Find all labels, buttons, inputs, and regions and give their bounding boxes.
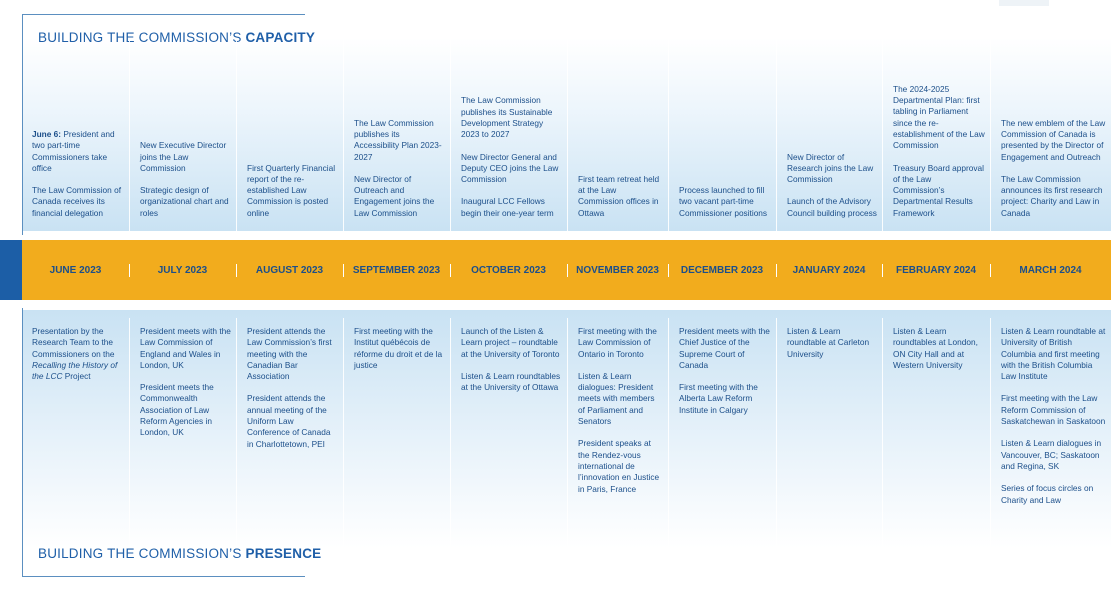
month-label: FEBRUARY 2024 [882, 240, 990, 300]
event-item: Listen & Learn dialogues in Vancouver, BC; Saskatoon and Regina, SK [1001, 438, 1102, 471]
event-item: Listen & Learn roundtables at the University of Ottawa [461, 370, 561, 393]
event-item: Listen & Learn roundtable at Carleton University [787, 326, 870, 359]
presence-heading [38, 546, 321, 561]
capacity-heading-bold: CAPACITY [245, 30, 316, 45]
presence-column [343, 318, 450, 550]
capacity-column [668, 38, 776, 231]
capacity-column [343, 38, 450, 231]
month-row [22, 240, 1111, 300]
event-text: Project [62, 371, 91, 382]
event-item: President meets with the Law Commission of England and Wales in London, UK [140, 326, 231, 370]
month-label: NOVEMBER 2023 [567, 240, 668, 300]
capacity-column [236, 38, 343, 231]
event-item: President attends the annual meeting of the Uniform Law Conference of Canada in Charlottetown, PEI [247, 393, 331, 449]
event-item: New Director of Outreach and Engagement joins the Law Commission [354, 173, 435, 218]
event-item: Listen & Learn roundtables at London, ON City Hall and at Western University [893, 326, 978, 370]
presence-column [236, 318, 343, 550]
event-text: Presentation by the Research Team to the Commissioners on the [32, 326, 115, 359]
event-item: The Law Commission publishes its Accessibility Plan 2023-2027 [354, 117, 442, 162]
event-item: Inaugural LCC Fellows begin their one-year term [461, 196, 554, 218]
presence-column [567, 318, 668, 550]
month-label: SEPTEMBER 2023 [343, 240, 450, 300]
event-item: Strategic design of organizational chart and roles [140, 185, 229, 218]
event-title: Recalling the History of the LCC [32, 359, 118, 382]
capacity-column [882, 38, 990, 231]
capacity-heading-prefix: BUILDING THE COMMISSION’S [38, 30, 246, 45]
capacity-column [567, 38, 668, 231]
event-item: The Law Commission announces its first research project: Charity and Law in Canada [1001, 173, 1103, 218]
timeline-band-tab [0, 240, 22, 300]
capacity-column [450, 38, 567, 231]
event-item: President meets the Commonwealth Association of Law Reform Agencies in London, UK [140, 382, 214, 438]
event-item: President attends the Law Commission’s first meeting with the Canadian Bar Association [247, 326, 332, 382]
presence-column [776, 318, 882, 550]
capacity-columns [22, 38, 1111, 231]
event-item: Listen & Learn dialogues: President meets with members of Parliament and Senators [578, 370, 655, 427]
presence-heading-prefix: BUILDING THE COMMISSION’S [38, 546, 246, 561]
presence-columns [22, 318, 1111, 550]
event-item: Treasury Board approval of the Law Commission’s Departmental Results Framework [893, 162, 985, 218]
month-label: JULY 2023 [129, 240, 236, 300]
capacity-column [776, 38, 882, 231]
capacity-column [22, 38, 129, 231]
event-item [32, 326, 124, 382]
top-decoration [999, 0, 1049, 6]
event-item: New Director General and Deputy CEO joins the Law Commission [461, 151, 559, 185]
event-item: The new emblem of the Law Commission of Canada is presented by the Director of Engagement and Outreach [1001, 117, 1106, 162]
capacity-column [129, 38, 236, 231]
event-item: New Director of Research joins the Law Commission [787, 151, 874, 185]
presence-column [22, 318, 129, 550]
event-item: New Executive Director joins the Law Commission [140, 140, 227, 173]
event-item: Listen & Learn roundtable at University of British Columbia and first meeting with the British Columbia Law Institute [1001, 326, 1106, 382]
event-item: Launch of the Advisory Council building process [787, 196, 877, 218]
event-item: President meets with the Chief Justice of the Supreme Court of Canada [679, 326, 770, 370]
event-item: Series of focus circles on Charity and Law [1001, 483, 1094, 505]
event-item: First team retreat held at the Law Commission offices in Ottawa [578, 173, 660, 218]
event-text: President and two part-time Commissioners take office [32, 128, 115, 173]
event-item: The Law Commission publishes its Sustainable Development Strategy 2023 to 2027 [461, 95, 553, 140]
event-item [32, 129, 124, 174]
event-item: First meeting with the Law Commission of Ontario in Toronto [578, 326, 657, 359]
presence-column [450, 318, 567, 550]
month-label: JUNE 2023 [49, 264, 102, 276]
month-label: MARCH 2024 [990, 240, 1111, 300]
event-item: The 2024-2025 Departmental Plan: first tabling in Parliament since the re-establishment of the Law Commission [893, 83, 985, 151]
event-item: Process launched to fill two vacant part-time Commissioner positions [679, 185, 768, 218]
event-item: Launch of the Listen & Learn project – roundtable at the University of Toronto [461, 326, 560, 359]
event-item: The Law Commission of Canada receives its financial delegation [32, 185, 121, 218]
capacity-column [990, 38, 1111, 231]
presence-heading-bold: PRESENCE [245, 546, 322, 561]
presence-column [990, 318, 1111, 550]
presence-column [129, 318, 236, 550]
event-item: First meeting with the Institut québécois de réforme du droit et de la justice [354, 326, 443, 370]
presence-column [882, 318, 990, 550]
event-item: First Quarterly Financial report of the re-established Law Commission is posted online [247, 162, 336, 218]
month-label: OCTOBER 2023 [450, 240, 567, 300]
event-item: President speaks at the Rendez-vous international de l’innovation en Justice in Paris, France [578, 438, 660, 494]
event-item: First meeting with the Law Reform Commission of Saskatchewan in Saskatoon [1001, 393, 1106, 427]
month-label: JANUARY 2024 [776, 240, 882, 300]
month-label: DECEMBER 2023 [668, 240, 776, 300]
presence-column [668, 318, 776, 550]
event-item: First meeting with the Alberta Law Reform Institute in Calgary [679, 382, 758, 415]
event-date: June 6: [32, 128, 62, 139]
month-label: AUGUST 2023 [236, 240, 343, 300]
